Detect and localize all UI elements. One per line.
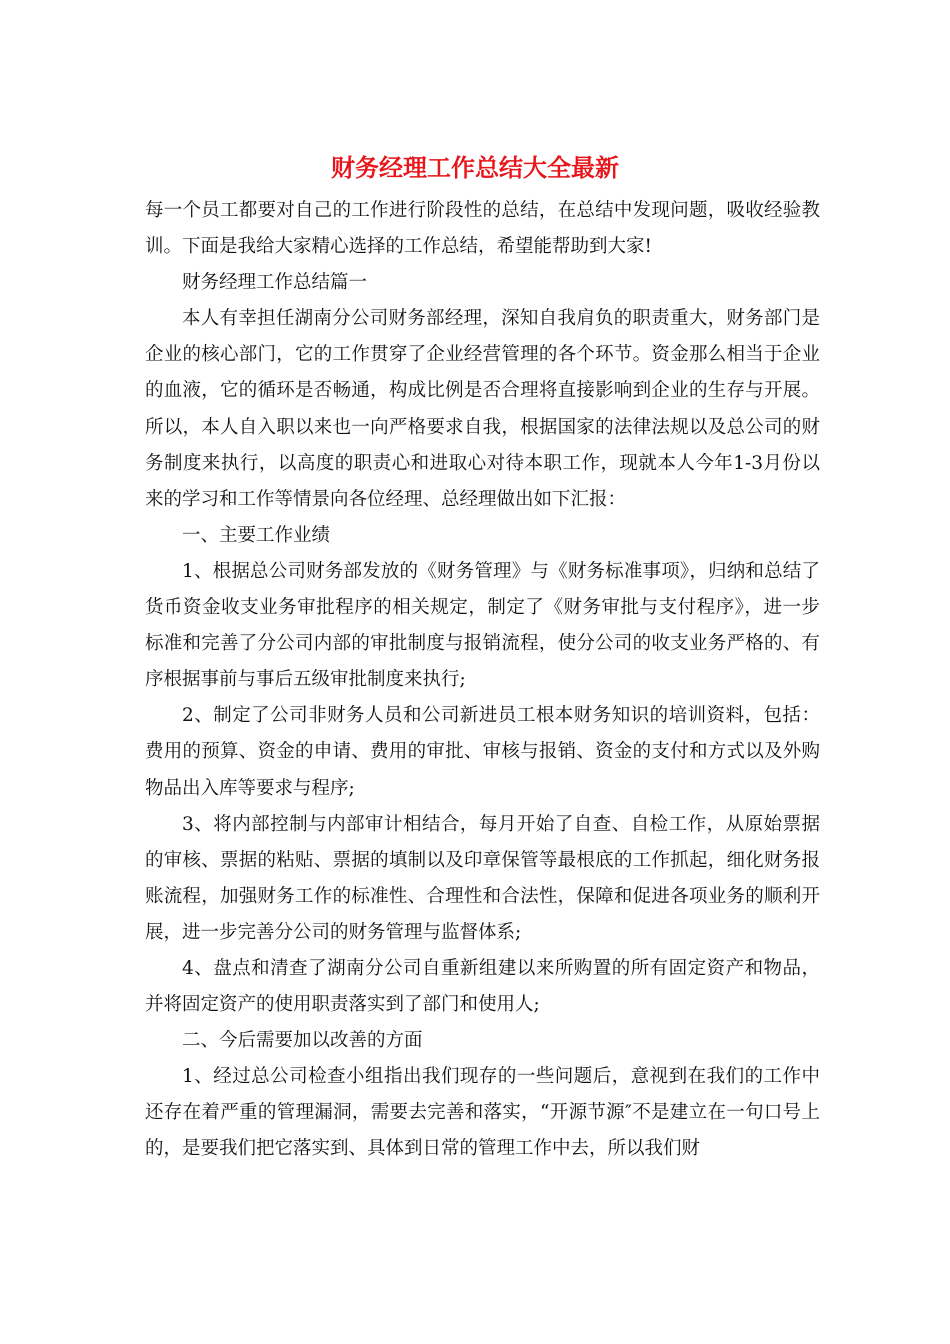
paragraph: 3、将内部控制与内部审计相结合，每月开始了自查、自检工作，从原始票据的审核、票据的粘贴、票据的填制以及印章保管等最根底的工作抓起，细化财务报账流程，加强财务工作的标准性、合理性和合法性，保障和促进各项业务的顺利开展，进一步完善分公司的财务管理与监督体系; [145,813,820,943]
document-body [145,193,820,1168]
paragraph: 4、盘点和清查了湖南分公司自重新组建以来所购置的所有固定资产和物品，并将固定资产的使用职责落实到了部门和使用人; [145,957,820,1016]
paragraph: 2、制定了公司非财务人员和公司新进员工根本财务知识的培训资料，包括：费用的预算、资金的申请、费用的审批、审核与报销、资金的支付和方式以及外购物品出入库等要求与程序; [145,705,820,799]
paragraph: 1、经过总公司检查小组指出我们现存的一些问题后，意视到在我们的工作中还存在着严重的管理漏洞，需要去完善和落实，“开源节源″不是建立在一句口号上的，是要我们把它落实到、具体到日常的管理工作中去，所以我们财 [145,1066,820,1160]
paragraph: 1、根据总公司财务部发放的《财务管理》与《财务标准事项》，归纳和总结了货币资金收支业务审批程序的相关规定，制定了《财务审批与支付程序》，进一步标准和完善了分公司内部的审批制度与报销流程，使分公司的收支业务严格的、有序根据事前与事后五级审批制度来执行; [145,560,820,691]
section-heading: 二、今后需要加以改善的方面 [182,1030,423,1052]
paragraph: 财务经理工作总结篇一 [182,272,368,294]
section-heading: 一、主要工作业绩 [182,524,331,546]
paragraph: 本人有幸担任湖南分公司财务部经理，深知自我肩负的职责重大，财务部门是企业的核心部门，它的工作贯穿了企业经营管理的各个环节。资金那么相当于企业的血液，它的循环是否畅通，构成比例是否合理将直接影响到企业的生存与开展。所以，本人自入职以来也一向严格要求自我，根据国家的法律法规以及总公司的财务制度来执行，以高度的职责心和进取心对待本职工作，现就本人今年1-3月份以来的学习和工作等情景向各位经理、总经理做出如下汇报： [145,308,820,510]
paragraph: 每一个员工都要对自己的工作进行阶段性的总结，在总结中发现问题，吸收经验教训。下面是我给大家精心选择的工作总结，希望能帮助到大家! [145,200,820,258]
document-title: 财务经理工作总结大全最新 [331,154,619,182]
